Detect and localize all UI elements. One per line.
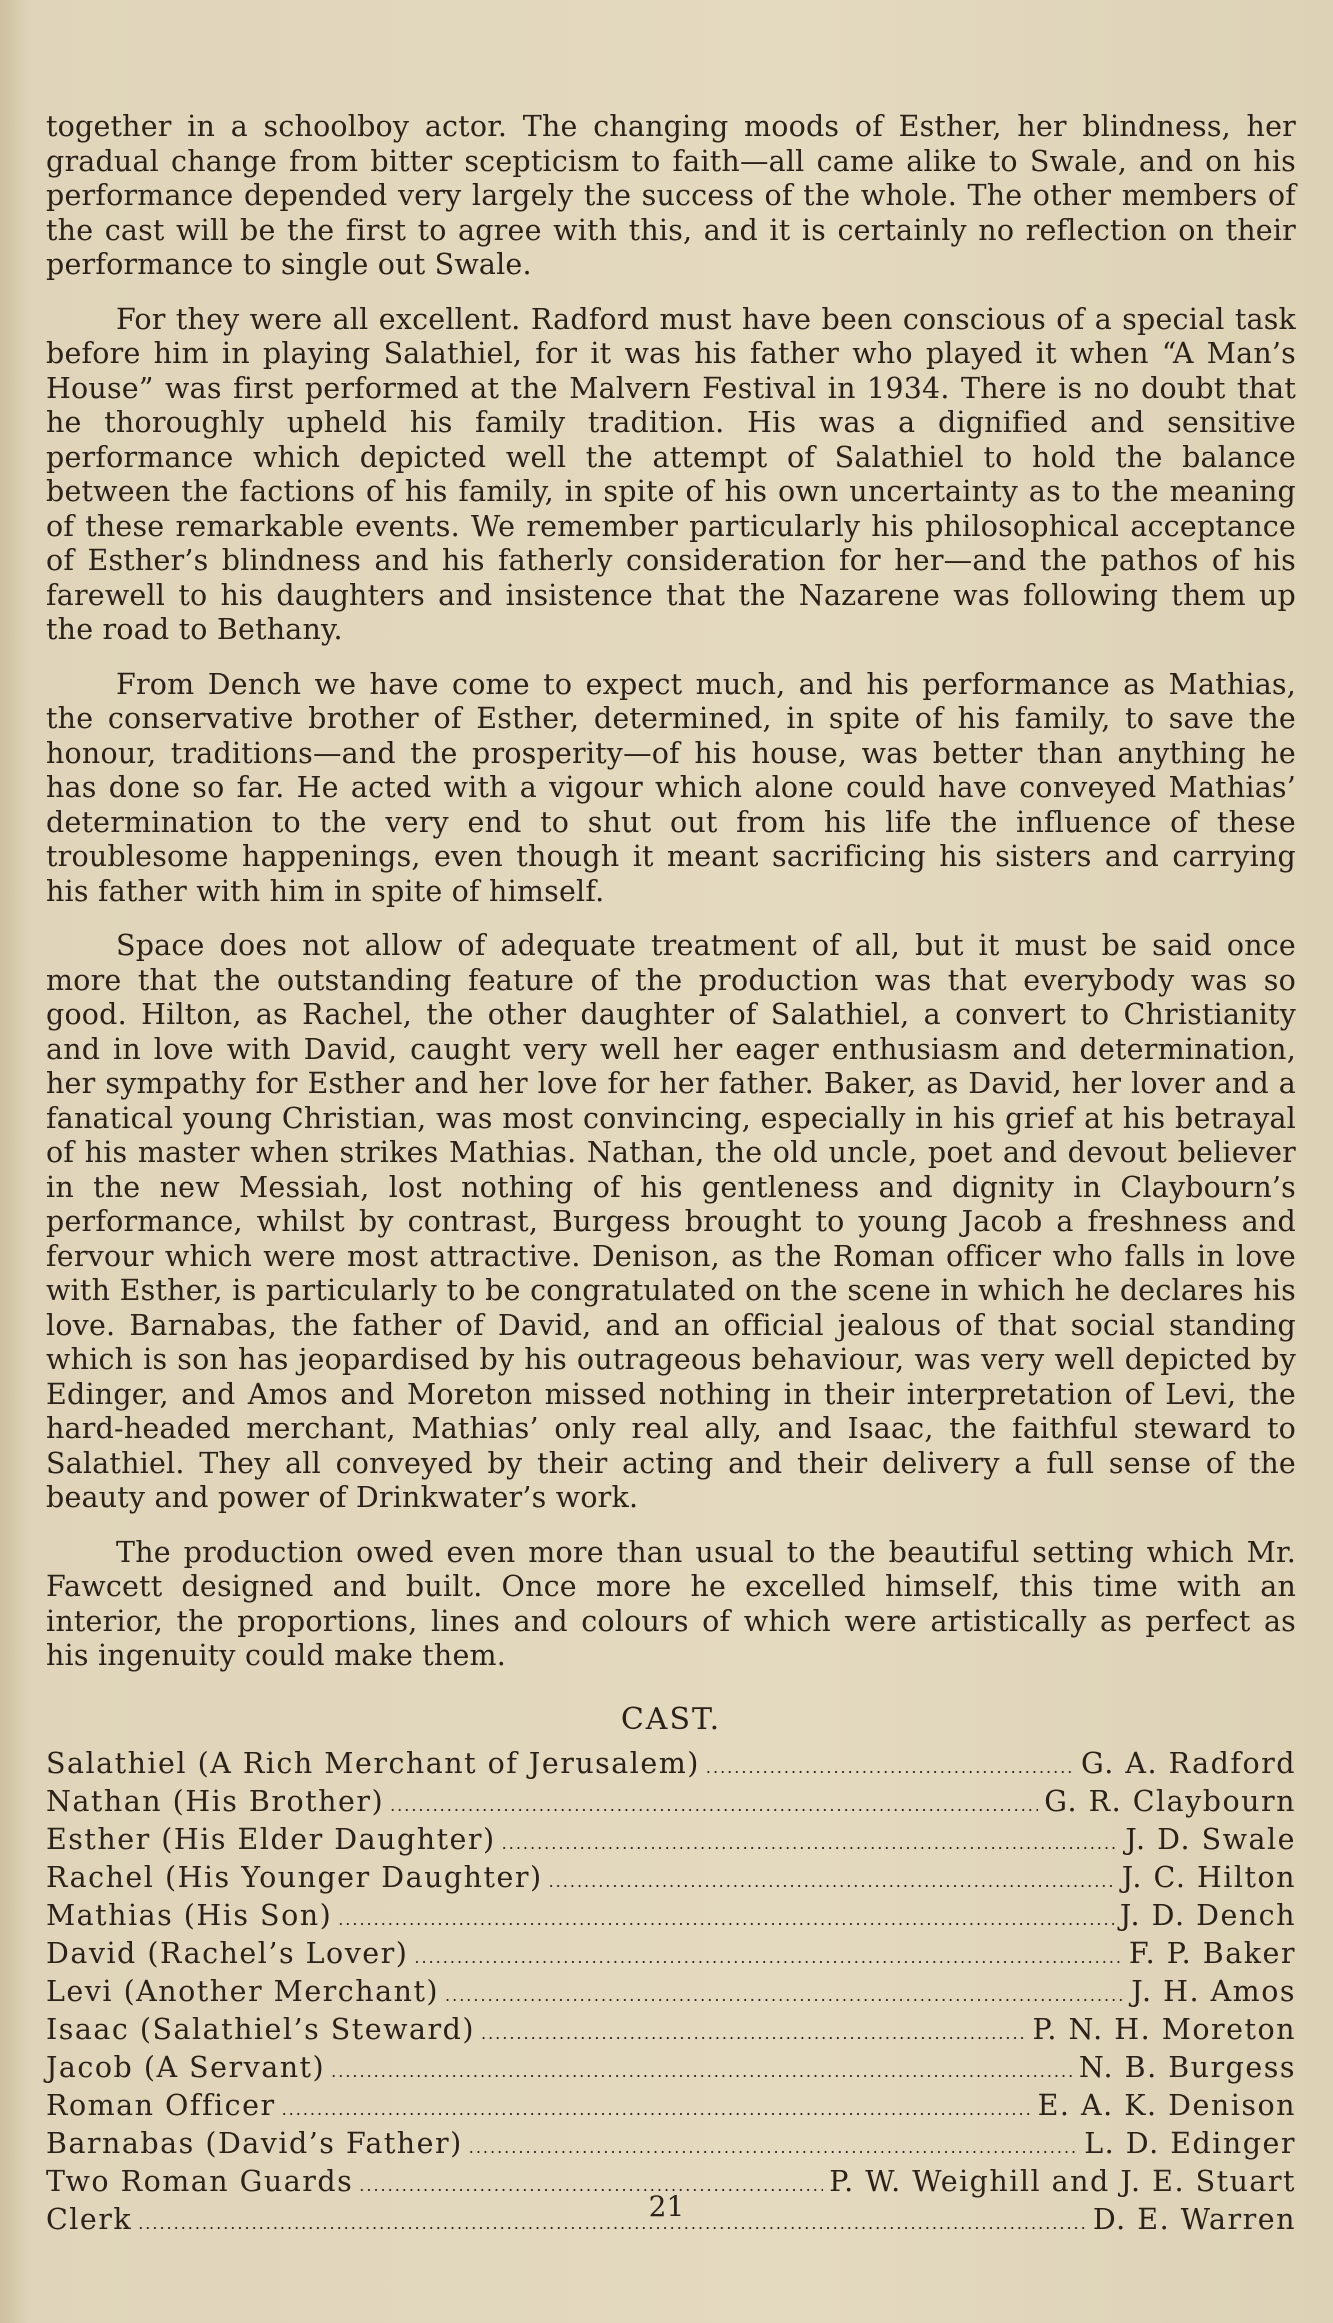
cast-row bbox=[46, 2051, 1296, 2089]
paragraph-4: Space does not allow of adequate treatment of all, but it must be said once more that the outstanding feature of the production was that everybody was so good. Hilton, as Rachel, the other daughter of Salathiel, a convert to Christianity and in love with David, caught very well her eager enthusiasm and determination, her sympathy for Esther and her love for her father. Baker, as David, her lover and a fanatical young Christian, was most convincing, especially in his grief at his betrayal of his master when strikes Mathias. Nathan, the old uncle, poet and devout believer in the new Messiah, lost nothing of his gentleness and dignity in Claybourn’s performance, whilst by contrast, Burgess brought to young Jacob a freshness and fervour which were most attractive. Denison, as the Roman officer who falls in love with Esther, is particularly to be congratulated on the scene in which he declares his love. Barnabas, the father of David, and an official jealous of that social standing which is son has jeopardised by his outrageous behaviour, was very well depicted by Edinger, and Amos and Moreton missed nothing in their interpretation of Levi, the hard-headed merchant, Mathias’ only real ally, and Isaac, the faithful steward to Salathiel. They all conveyed by their acting and their delivery a full sense of the beauty and power of Drinkwater’s work. bbox=[46, 929, 1296, 1514]
cast-list bbox=[46, 1747, 1296, 2241]
cast-row bbox=[46, 1937, 1296, 1975]
leader-dots bbox=[331, 2055, 1073, 2089]
leader-dots bbox=[282, 2093, 1032, 2127]
cast-role: Barnabas (David’s Father) bbox=[46, 2126, 463, 2160]
page-number: 21 bbox=[648, 2190, 685, 2223]
cast-role: Jacob (A Servant) bbox=[46, 2050, 326, 2084]
cast-actor: J. D. Dench bbox=[1119, 1898, 1296, 1932]
cast-row bbox=[46, 1747, 1296, 1785]
cast-role: Nathan (His Brother) bbox=[46, 1784, 385, 1818]
cast-actor: L. D. Edinger bbox=[1084, 2126, 1296, 2160]
cast-row bbox=[46, 1899, 1296, 1937]
leader-dots bbox=[338, 1903, 1114, 1937]
cast-actor: F. P. Baker bbox=[1128, 1936, 1296, 1970]
cast-actor: J. C. Hilton bbox=[1121, 1860, 1296, 1894]
paragraph-1: together in a schoolboy actor. The changing moods of Esther, her blindness, her gradual change from bitter scepticism to faith—all came alike to Swale, and on his performance depended very largely the success of the whole. The other members of the cast will be the first to agree with this, and it is certainly no reflection on their performance to single out Swale. bbox=[46, 110, 1296, 281]
leader-dots bbox=[481, 2017, 1026, 2051]
leader-dots bbox=[414, 1941, 1122, 1975]
leader-dots bbox=[502, 1827, 1120, 1861]
cast-role: Roman Officer bbox=[46, 2088, 276, 2122]
paragraph-3: From Dench we have come to expect much, and his performance as Mathias, the conservative brother of Esther, determined, in spite of his family, to save the honour, traditions—and the prosperity—of his house, was better than anything he has done so far. He acted with a vigour which alone could have conveyed Mathias’ determination to the very end to shut out from his life the influence of these troublesome happenings, even though it meant sacrificing his sisters and carrying his father with him in spite of himself. bbox=[46, 667, 1296, 908]
cast-role: Mathias (His Son) bbox=[46, 1898, 333, 1932]
cast-role: Esther (His Elder Daughter) bbox=[46, 1822, 496, 1856]
leader-dots bbox=[445, 1979, 1125, 2013]
leader-dots bbox=[469, 2131, 1079, 2165]
cast-role: Isaac (Salathiel’s Steward) bbox=[46, 2012, 475, 2046]
cast-actor: J. D. Swale bbox=[1125, 1822, 1296, 1856]
cast-role: Rachel (His Younger Daughter) bbox=[46, 1860, 543, 1894]
leader-dots bbox=[549, 1865, 1116, 1899]
cast-row bbox=[46, 2089, 1296, 2127]
cast-row bbox=[46, 1785, 1296, 1823]
cast-role: Clerk bbox=[46, 2202, 133, 2236]
cast-role: Levi (Another Merchant) bbox=[46, 1974, 440, 2008]
paragraph-2: For they were all excellent. Radford must have been conscious of a special task before him in playing Salathiel, for it was his father who played it when “A Man’s House” was first performed at the Malvern Festival in 1934. There is no doubt that he thoroughly upheld his family tradition. His was a dignified and sensitive performance which depicted well the attempt of Salathiel to hold the balance between the factions of his family, in spite of his own uncertainty as to the meaning of these remarkable events. We remember particularly his philosophical acceptance of Esther’s blindness and his fatherly consideration for her—and the pathos of his farewell to his daughters and insistence that the Nazarene was following them up the road to Bethany. bbox=[46, 302, 1296, 646]
cast-actor: G. A. Radford bbox=[1081, 1746, 1296, 1780]
cast-role: David (Rachel’s Lover) bbox=[46, 1936, 409, 1970]
cast-actor: D. E. Warren bbox=[1092, 2202, 1296, 2236]
cast-row bbox=[46, 2127, 1296, 2165]
cast-row bbox=[46, 1861, 1296, 1899]
cast-row bbox=[46, 1823, 1296, 1861]
cast-actor: P. N. H. Moreton bbox=[1032, 2012, 1296, 2046]
paragraph-5: The production owed even more than usual to the beautiful setting which Mr. Fawcett designed and built. Once more he excelled himself, this time with an interior, the proportions, lines and colours of which were artistically as perfect as his ingenuity could make them. bbox=[46, 1535, 1296, 1672]
cast-actor: E. A. K. Denison bbox=[1037, 2088, 1296, 2122]
leader-dots bbox=[706, 1751, 1075, 1785]
cast-row bbox=[46, 1975, 1296, 2013]
cast-actor: P. W. Weighill and J. E. Stuart bbox=[829, 2164, 1296, 2198]
page-content bbox=[46, 110, 1296, 2241]
leader-dots bbox=[390, 1789, 1038, 1823]
cast-actor: J. H. Amos bbox=[1131, 1974, 1296, 2008]
cast-row bbox=[46, 2013, 1296, 2051]
cast-actor: N. B. Burgess bbox=[1078, 2050, 1296, 2084]
cast-role: Salathiel (A Rich Merchant of Jerusalem) bbox=[46, 1746, 700, 1780]
cast-heading: CAST. bbox=[620, 1701, 722, 1737]
cast-actor: G. R. Claybourn bbox=[1044, 1784, 1296, 1818]
cast-role: Two Roman Guards bbox=[46, 2164, 354, 2198]
